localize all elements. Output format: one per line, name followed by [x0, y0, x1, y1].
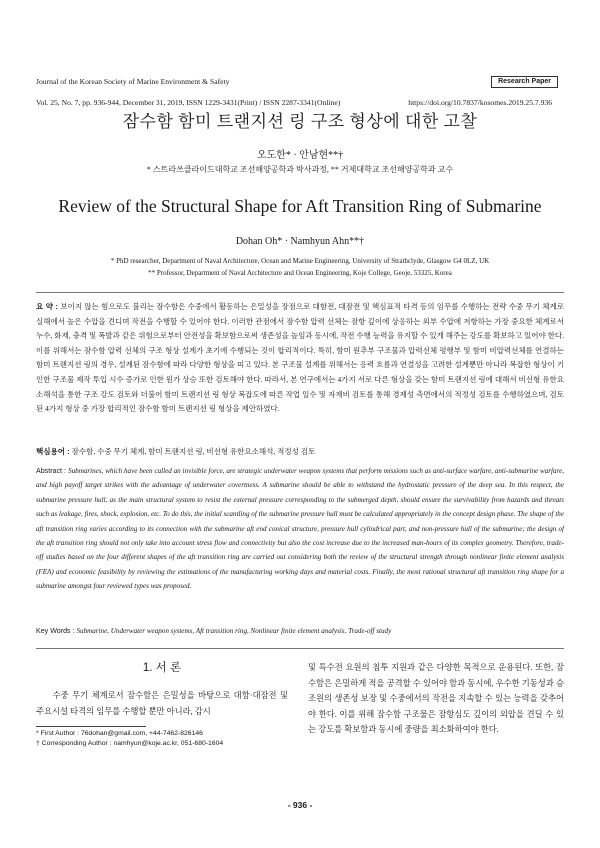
affiliation-english-1: * PhD researcher, Department of Naval Architecture, Ocean and Marine Engineering, University of Strathclyde, Glasgow G4 0LZ, UK	[110, 257, 490, 265]
affiliations-korean: * 스트라쓰클라이드대학교 조선해양공학과 박사과정, ** 거제대학교 조선해양공학과 교수	[146, 165, 454, 174]
body-text-right-column: 및 특수전 요원의 침투 지원과 같은 다양한 목적으로 운용된다. 또한, 잠수함은 은밀하게 적을 공격할 수 있어야 함과 동시에, 우수한 기동성과 승조원의 생존성 보장 및 수중에서의 작전을 지속할 수 있는 능력을 갖추어야 한다. 이를 위해 잠수함 구조물은 잠항심도 깊이의 외압을 견딜 수 있는 강도를 확보함과 동시에 중량을 최소화하여야 한다.	[308, 663, 564, 734]
doi-link[interactable]: https://doi.org/10.7837/kosomes.2019.25.7.936	[408, 98, 552, 107]
authors-korean: 오도한* · 안남현**†	[256, 150, 344, 161]
page-number: - 936 -	[287, 800, 313, 810]
top-divider	[36, 292, 564, 293]
authors-english: Dohan Oh* · Namhyun Ahn**†	[235, 236, 365, 247]
abstract-english-text: Submarines, which have been called an invisible force, are strategic underwater weapon systems that perform missions such as anti-surface warfare, anti-submarine warfare, and high payoff target strikes with the advantage of underwater covertness. A submarine should be able to withstand the hydrostatic pressure of the deep sea. In this respect, the submarine pressure hull, as the main structural system to resist the external pressure corresponding to the submerged depth, should ensure the survivability from hazards and threats such as leakage, fires, shock, explosion, etc. To do this, the initial scantling of the submarine pressure hull must be calculated appropriately in the concept design phase. The shape of the aft transition ring varies according to its connection with the submarine aft end conical structure, pressure hull cylindrical part, and non-pressure hull of the submarine; the design of the aft transition ring should not only take into account stress flow and connectivity but also the cost increase due to the increased man-hours of its complex geometry. Therefore, trade-off studies based on the four different shapes of the aft transition ring are carried out considering both the review of the structural strength through nonlinear finite element analysis (FEA) and economic feasibility by reviewing the estimations of the manufacturing working days and material costs. Finally, the most rational structural aft transition ring shape for a submarine amongst four reviewed types was proposed.	[36, 467, 564, 591]
abstract-korean	[36, 300, 564, 417]
keywords-korean-label: 핵심용어 :	[36, 447, 72, 456]
research-paper-badge: Research Paper	[491, 76, 558, 88]
abstract-korean-text: 보이지 않는 힘으로도 불리는 잠수함은 수중에서 활동하는 은밀성을 장점으로 대함전, 대잠전 및 핵심표적 타격 등의 임무를 수행하는 전략 수중 무기 체계로 실해에서 높은 수압을 견디며 작전을 수행할 수 있어야 한다. 이러한 관점에서 잠수함 압력 선체는 잠항 깊이에 상응하는 외부 수압에 저항하는 가장 중요한 체계로서 누수, 화재, 충격 및 폭발과 같은 위험으로부터 안전성을 확보함으로써 생존성을 높임과 동시에, 작전 수행 능력을 유지할 수 있게 해주는 강도를 확보하고 있어야 한다. 이를 위해서는 잠수함 압력 선체의 구조 형상 설계가 초기에 수행되는 것이 합리적이다. 특히, 함미 원추부 구조물과 압력선체 평행부 및 함미 비압력선체를 연결하는 함미 트랜지션 링의 경우, 설계된 잠수함에 따라 다양한 형상을 띠고 있다. 본 구조물 설계를 위해서는 응력 흐름과 연결성을 고려한 설계뿐만 아니라 복잡한 형상이 기인한 구조물 제작 투입 시수 증가로 인한 원가 상승 또한 검토해야 한다. 따라서, 본 연구에서는 4가지 서로 다른 형상을 갖는 함미 트랜지션 링에 대해서 비선형 유한요소해석을 통한 구조 강도 검토와 더불어 함미 트랜지션 링 형상 복잡도에 따른 작업 일수 및 자재비 검토를 통해 경제성 측면에서의 적정성 검토를 수행하였으며, 검토된 4가지 형상 중 가장 합리적인 잠수함 함미 트랜지션 링 형상을 제안하였다.	[36, 302, 564, 414]
keywords-english-text: Submarine, Underwater weapon systems, Aft transition ring, Nonlinear finite element analysis, Trade-off study	[76, 627, 392, 635]
keywords-english-label: Key Words :	[36, 627, 77, 635]
abstract-english	[36, 464, 564, 594]
footnote-first-author: * First Author : 76dohan@gmail.com, +44-7462-826146	[36, 730, 203, 737]
affiliation-english-2: ** Professor, Department of Naval Architecture and Ocean Engineering, Koje College, Geoje, 53325, Korea	[148, 269, 452, 277]
keywords-korean	[36, 446, 315, 457]
abstract-korean-label: 요 약 :	[36, 302, 61, 311]
middle-divider	[36, 648, 564, 649]
section-heading-introduction: 1. 서 론	[142, 662, 182, 674]
keywords-korean-text: 잠수함, 수중 무기 체계, 함미 트랜지션 링, 비선형 유한요소해석, 적정성 검토	[71, 447, 316, 456]
volume-info: Vol. 25, No. 7, pp. 936-944, December 31, 2019, ISSN 1229-3431(Print) / ISSN 2287-3341(Online)	[36, 98, 341, 107]
keywords-english	[36, 627, 391, 635]
footnote-corresponding-author: † Corresponding Author : namhyun@koje.ac.kr, 051-680-1604	[36, 740, 224, 747]
body-text-left-column: 수중 무기 체계로서 잠수함은 은밀성을 바탕으로 대함·대잠전 및 주요시설 타격의 임무를 수행할 뿐만 아니라, 감시	[36, 691, 288, 716]
footnotes	[36, 729, 223, 749]
footnote-divider	[36, 726, 146, 727]
paper-title-korean: 잠수함 함미 트랜지션 링 구조 형상에 대한 고찰	[122, 112, 478, 131]
abstract-english-label: Abstract :	[36, 467, 69, 475]
paper-title-english: Review of the Structural Shape for Aft Transition Ring of Submarine	[58, 196, 542, 216]
journal-name: Journal of the Korean Society of Marine Environment & Safety	[36, 77, 230, 86]
